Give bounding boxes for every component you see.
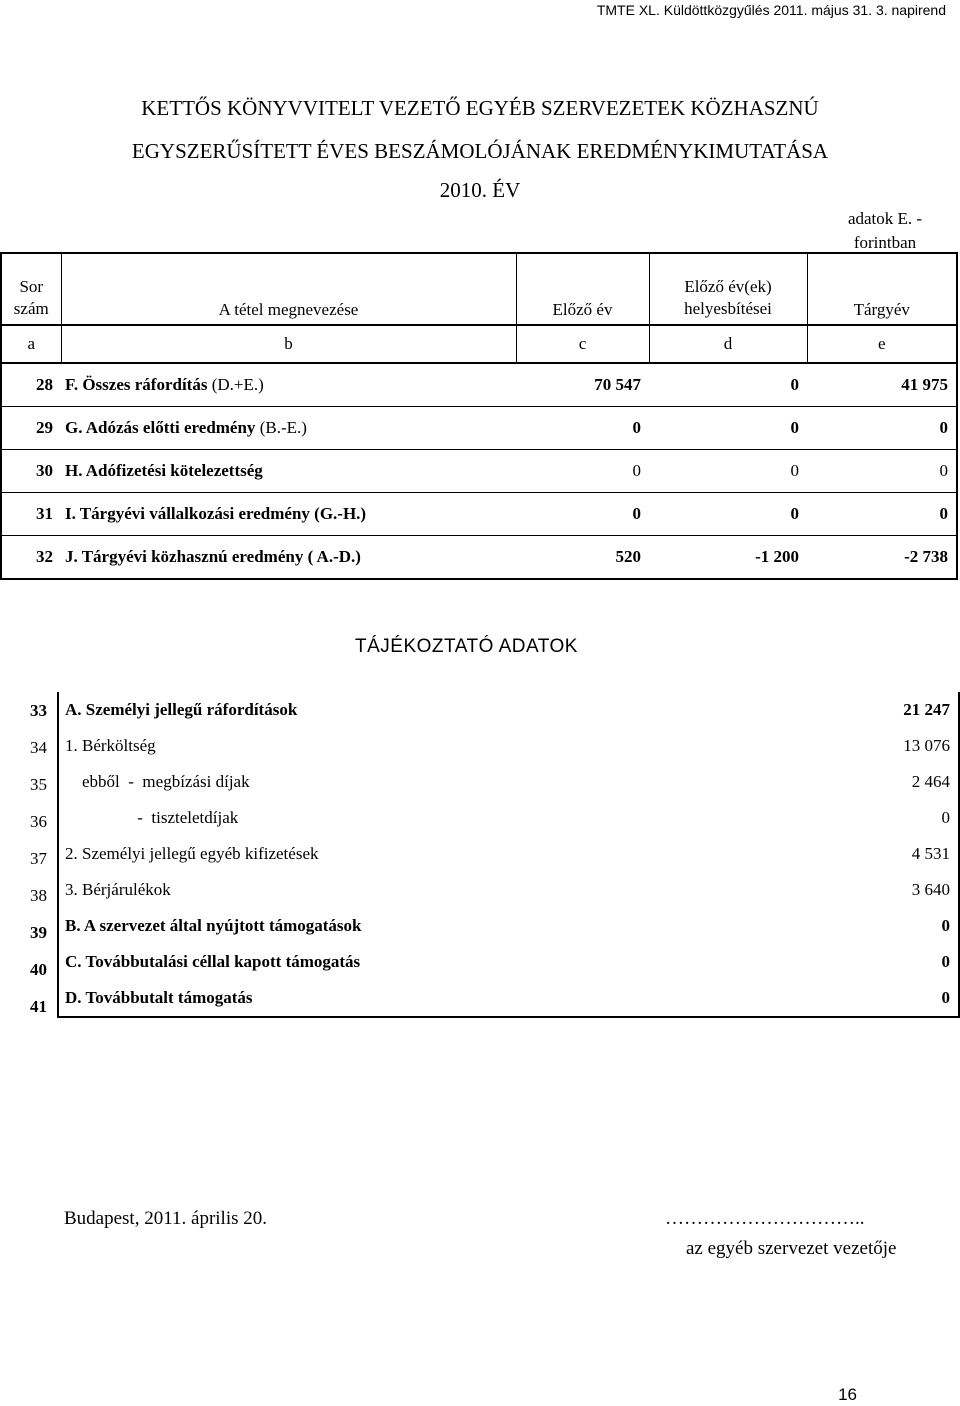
prev-year-value: 520: [516, 536, 649, 579]
row-label: [61, 536, 516, 579]
prev-year-value: 70 547: [594, 375, 641, 394]
row-number: 32: [2, 536, 61, 579]
info-row-number: 37: [30, 849, 47, 868]
header-adj-2: helyesbítései: [684, 299, 772, 318]
info-row-number: 33: [30, 701, 47, 720]
info-row: [58, 836, 959, 872]
row-label-text: I. Tárgyévi vállalkozási eredmény (G.-H.): [65, 504, 367, 523]
running-header: TMTE XL. Küldöttközgyűlés 2011. május 31. 3. napirend: [596, 2, 946, 18]
row-number: 28: [36, 375, 53, 394]
info-row-number: 40: [30, 960, 47, 979]
row-label: [61, 493, 516, 536]
unit-note: [820, 207, 950, 255]
header-current-year: Tárgyév: [807, 254, 956, 325]
current-year-value: 0: [807, 450, 956, 493]
info-row-value: 2 464: [759, 764, 959, 800]
place-date: Budapest, 2011. április 20.: [64, 1208, 267, 1229]
adjustment-value: 0: [790, 375, 799, 394]
current-year-value: 0: [807, 493, 956, 536]
header-name: A tétel megnevezése: [61, 254, 516, 325]
info-row: [58, 728, 959, 764]
row-label: [61, 450, 516, 493]
info-row-number: 34: [30, 738, 47, 757]
info-row-label: D. Továbbutalt támogatás: [58, 980, 759, 1017]
signature-line: …………………………..: [665, 1208, 865, 1229]
row-number: 31: [2, 493, 61, 536]
info-row: [58, 944, 959, 980]
current-year-value: 0: [807, 407, 956, 450]
row-number: 30: [2, 450, 61, 493]
table-row: [2, 407, 956, 450]
info-row: [58, 800, 959, 836]
adjustment-value: 0: [649, 493, 807, 536]
info-row-label: C. Továbbutalási céllal kapott támogatás: [58, 944, 759, 980]
adjustment-value: 0: [649, 450, 807, 493]
table-row: [2, 450, 956, 493]
signature-label: az egyéb szervezet vezetője: [686, 1238, 897, 1259]
row-label: [61, 364, 516, 407]
header-sor-1: Sor: [19, 277, 44, 296]
col-code: d: [649, 325, 807, 363]
info-row-number: 36: [30, 812, 47, 831]
table-row: [2, 493, 956, 536]
row-label-text: H. Adófizetési kötelezettség: [65, 461, 263, 480]
info-row-number: 35: [30, 775, 47, 794]
income-statement-table: [0, 252, 958, 580]
info-row-label: - tiszteletdíjak: [58, 800, 759, 836]
info-section-title: TÁJÉKOZTATÓ ADATOK: [355, 636, 578, 657]
title-year: 2010. ÉV: [439, 178, 521, 202]
info-row: [58, 872, 959, 908]
header-prev-year: Előző év: [516, 254, 649, 325]
col-code: e: [807, 325, 956, 363]
row-label-suffix: (D.+E.): [207, 375, 264, 394]
col-code: b: [61, 325, 516, 363]
current-year-value: 41 975: [901, 375, 948, 394]
adjustment-value: 0: [649, 407, 807, 450]
col-code: a: [2, 325, 61, 363]
info-row-value: 0: [759, 908, 959, 944]
row-label: [61, 407, 516, 450]
info-table: [57, 692, 960, 1018]
row-number: 29: [2, 407, 61, 450]
row-label-suffix: (B.-E.): [255, 418, 307, 437]
table-header-row: [2, 254, 956, 325]
info-row-label: 2. Személyi jellegű egyéb kifizetések: [58, 836, 759, 872]
prev-year-value: 0: [516, 407, 649, 450]
info-row-label: ebből - megbízási díjak: [58, 764, 759, 800]
info-row-value: 3 640: [759, 872, 959, 908]
info-row-value: 21 247: [759, 692, 959, 728]
row-label-text: F. Összes ráfordítás: [65, 375, 208, 394]
row-label-text: J. Tárgyévi közhasznú eredmény ( A.-D.): [65, 547, 361, 566]
prev-year-value: 0: [516, 493, 649, 536]
info-row-value: 0: [759, 944, 959, 980]
info-row-value: 0: [759, 800, 959, 836]
unit-line-1: adatok E. -: [847, 209, 923, 228]
header-adjustments: [649, 254, 807, 325]
info-row-value: 13 076: [759, 728, 959, 764]
col-code: c: [516, 325, 649, 363]
table-row: [2, 364, 956, 407]
info-row-value: 0: [759, 980, 959, 1017]
info-row-numbers: [0, 692, 56, 1025]
info-row-label: 1. Bérköltség: [58, 728, 759, 764]
info-row: [58, 764, 959, 800]
prev-year-value: 0: [516, 450, 649, 493]
table-row: [2, 536, 956, 579]
current-year-value: -2 738: [807, 536, 956, 579]
info-row: [58, 692, 959, 728]
info-row-number: 41: [30, 997, 47, 1016]
page-number: 16: [838, 1385, 857, 1404]
header-sor-2: szám: [13, 299, 49, 318]
info-row-label: B. A szervezet által nyújtott támogatások: [58, 908, 759, 944]
info-row-label: A. Személyi jellegű ráfordítások: [58, 692, 759, 728]
adjustment-value: -1 200: [649, 536, 807, 579]
info-row-number: 39: [30, 923, 47, 942]
info-row: [58, 980, 959, 1017]
column-code-row: [2, 325, 956, 363]
title-line-1: KETTŐS KÖNYVVITELT VEZETŐ EGYÉB SZERVEZETEK KÖZHASZNÚ: [141, 96, 819, 120]
info-row-label: 3. Bérjárulékok: [58, 872, 759, 908]
header-adj-1: Előző év(ek): [684, 277, 772, 296]
unit-line-2: forintban: [853, 233, 917, 252]
info-row: [58, 908, 959, 944]
info-row-number: 38: [30, 886, 47, 905]
row-label-text: G. Adózás előtti eredmény: [65, 418, 256, 437]
header-sor: [2, 254, 61, 325]
info-row-value: 4 531: [759, 836, 959, 872]
title-line-2: EGYSZERŰSÍTETT ÉVES BESZÁMOLÓJÁNAK EREDMÉNYKIMUTATÁSA: [131, 139, 829, 163]
